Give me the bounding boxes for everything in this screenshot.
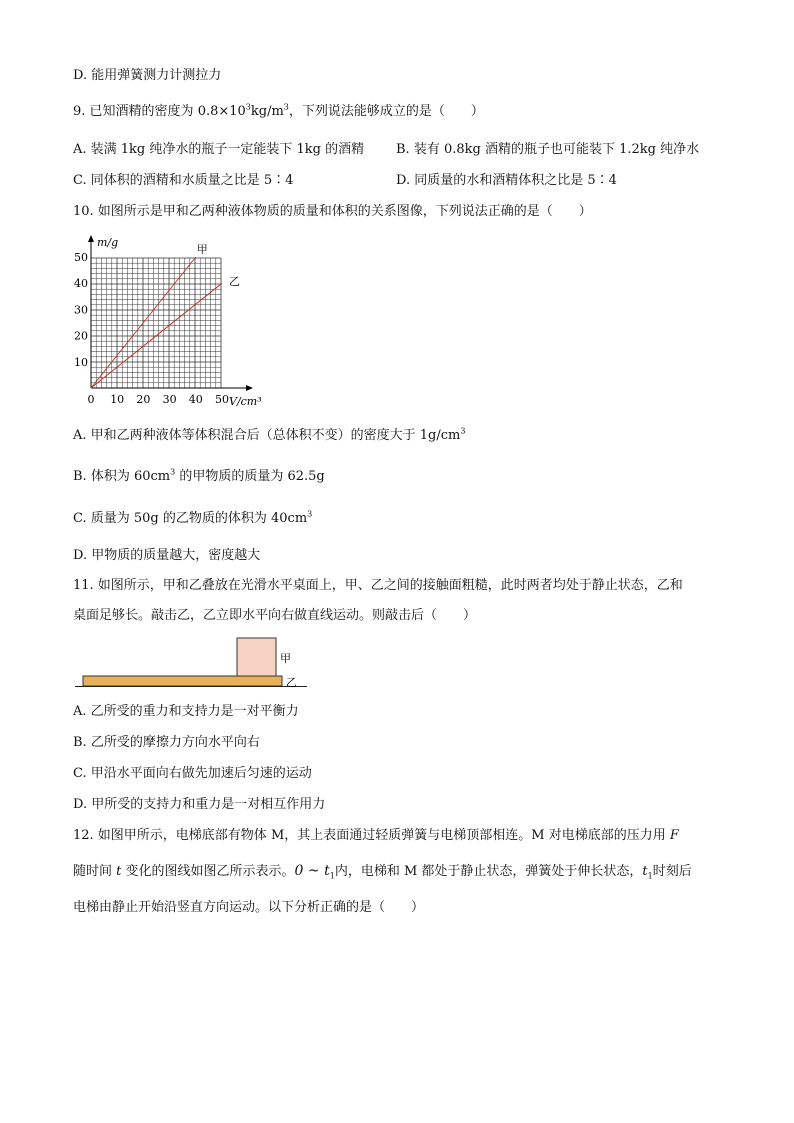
x-tick-label: 40	[188, 393, 203, 406]
q11-option-c: C. 甲沿水平面向右做先加速后匀速的运动	[73, 766, 312, 781]
x-tick-label: 10	[110, 393, 125, 406]
series-label-jia: 甲	[196, 243, 208, 256]
q10-option-b-exp: 3	[170, 467, 176, 477]
q11-option-d: D. 甲所受的支持力和重力是一对相互作用力	[73, 797, 326, 812]
q10-stem: 10. 如图所示是甲和乙两种液体物质的质量和体积的关系图像，下列说法正确的是（ ）	[73, 204, 592, 219]
chart-y-axis-label: m/g	[97, 236, 119, 249]
q11-stem-line1: 11. 如图所示，甲和乙叠放在光滑水平桌面上，甲、乙之间的接触面粗糙，此时两者均处于静止状态，乙和	[73, 578, 683, 593]
q12-line2-b: 变化的图线如图乙所示表示。	[125, 864, 295, 879]
q9-option-d: D. 同质量的水和酒精体积之比是 5∶4	[396, 173, 617, 188]
q12-t1: t	[642, 864, 648, 879]
q12-line2-c: 内，电梯和 M 都处于静止状态，弹簧处于伸长状态，	[334, 864, 643, 879]
q10-option-b-after: 的甲物质的质量为 62.5g	[175, 469, 325, 484]
q10-option-a	[73, 427, 465, 445]
q12-range: 0 ~ t	[294, 863, 330, 879]
q10-option-c-exp: 3	[307, 509, 313, 519]
q12-line2-a: 随时间	[73, 864, 113, 879]
q12-line1-text: 12. 如图甲所示，电梯底部有物体 M，其上表面通过轻质弹簧与电梯顶部相连。M 对电梯底部的压力用	[73, 828, 666, 843]
label-jia: 甲	[280, 652, 291, 665]
x-tick-label: 0	[87, 393, 95, 406]
q9-stem-before: 9. 已知酒精的密度为	[73, 104, 194, 119]
q9-stem-after: ，下列说法能够成立的是（ ）	[288, 104, 484, 119]
q9-option-c: C. 同体积的酒精和水质量之比是 5∶4	[73, 173, 294, 188]
board-yi	[83, 676, 282, 686]
chart-series-lines	[91, 243, 240, 388]
label-yi: 乙	[286, 676, 297, 689]
q9-density-unit-exp: 3	[283, 102, 289, 112]
q9-option-a: A. 装满 1kg 纯净水的瓶子一定能装下 1kg 的酒精	[73, 142, 365, 157]
q10-option-c-text: C. 质量为 50g 的乙物质的体积为 40cm	[73, 511, 308, 526]
q10-option-b	[73, 468, 325, 486]
y-tick-label: 10	[74, 355, 88, 369]
q9-density-value: 0.8×10	[197, 104, 246, 119]
y-tick-label: 20	[74, 329, 88, 343]
y-tick-label: 40	[74, 277, 88, 291]
q9-option-b: B. 装有 0.8kg 酒精的瓶子也可能装下 1.2kg 纯净水	[396, 142, 700, 157]
x-axis-arrow	[246, 385, 253, 391]
x-tick-label: 20	[136, 393, 151, 406]
q11-option-a: A. 乙所受的重力和支持力是一对平衡力	[73, 704, 299, 719]
q9-density-exp: 3	[245, 102, 251, 112]
x-tick-label: 50	[215, 393, 229, 406]
q12-line1	[73, 827, 679, 845]
x-tick-label: 30	[162, 393, 177, 406]
q12-range-sub: 1	[329, 871, 335, 881]
y-tick-label: 50	[74, 251, 88, 264]
q11-option-b: B. 乙所受的摩擦力方向水平向右	[73, 735, 260, 750]
q9-stem	[73, 103, 484, 121]
q8-option-d: D. 能用弹簧测力计测拉力	[73, 68, 222, 83]
q11-stem-line2: 桌面足够长。敲击乙，乙立即水平向右做直线运动。则敲击后（ ）	[73, 608, 477, 623]
block-jia	[237, 638, 276, 676]
y-axis-arrow	[88, 235, 94, 242]
q12-var-f: F	[669, 828, 679, 843]
q10-option-a-exp: 3	[460, 426, 466, 436]
q10-option-b-before: B. 体积为 60cm	[73, 469, 171, 484]
q12-line2-d: 时刻后	[652, 864, 692, 879]
q11-diagram	[72, 636, 312, 692]
q12-t1-sub: 1	[647, 871, 653, 881]
q10-chart	[70, 228, 280, 413]
q9-density-unit: kg/m	[250, 104, 284, 119]
q10-option-d: D. 甲物质的质量越大，密度越大	[73, 548, 261, 563]
y-tick-label: 30	[74, 303, 88, 317]
chart-x-axis-label: V/cm³	[229, 395, 262, 408]
q10-option-c	[73, 510, 312, 528]
q12-line3: 电梯由静止开始沿竖直方向运动。以下分析正确的是（ ）	[73, 900, 425, 915]
chart-grid	[91, 258, 221, 388]
q10-option-a-text: A. 甲和乙两种液体等体积混合后（总体积不变）的密度大于 1g/cm	[73, 428, 461, 443]
q12-var-t: t	[116, 864, 122, 879]
series-label-yi: 乙	[229, 275, 240, 289]
q12-line2	[73, 862, 692, 881]
